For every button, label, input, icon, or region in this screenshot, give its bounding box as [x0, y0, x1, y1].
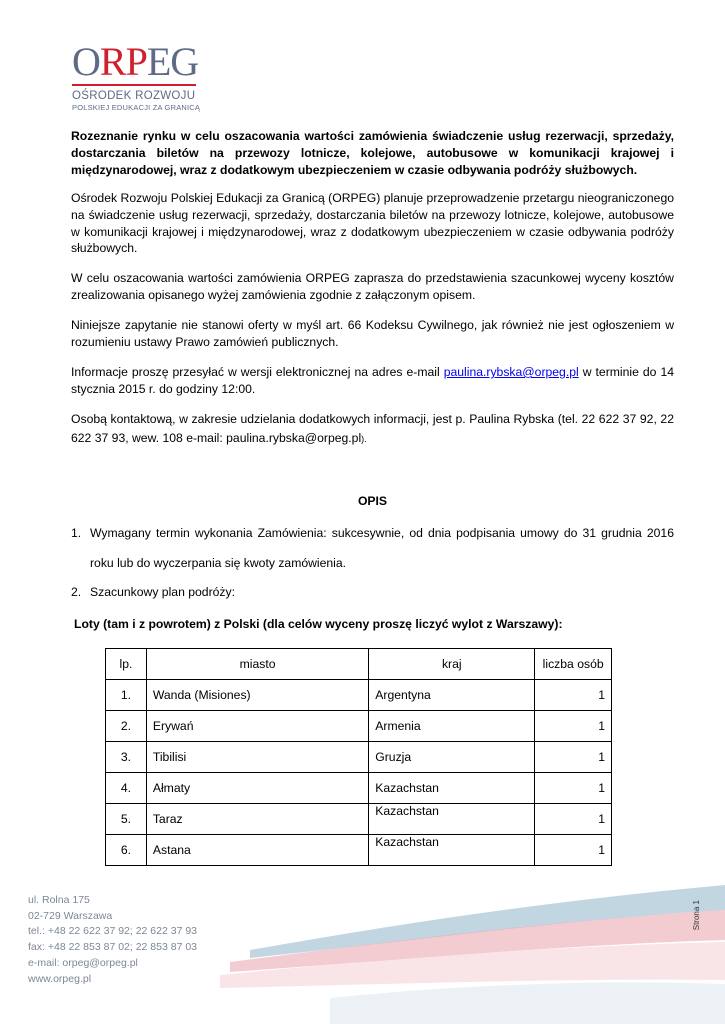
cell-persons: 1: [535, 742, 612, 773]
opis-item-2: 2. Szacunkowy plan podróży:: [71, 585, 235, 599]
cell-lp: 1.: [106, 680, 147, 711]
page-number-label: Strona 1: [692, 900, 701, 931]
flights-heading: Loty (tam i z powrotem) z Polski (dla celów wyceny proszę liczyć wylot z Warszawy):: [74, 617, 563, 631]
cell-lp: 4.: [106, 773, 147, 804]
header-city: miasto: [146, 649, 368, 680]
orpeg-logo: [72, 39, 212, 113]
cell-lp: 2.: [106, 711, 147, 742]
travel-plan-table: [105, 648, 612, 866]
cell-country: Kazachstan: [369, 835, 535, 866]
header-lp: lp.: [106, 649, 147, 680]
header-persons: liczba osób: [535, 649, 612, 680]
cell-persons: 1: [535, 680, 612, 711]
cell-city: Astana: [146, 835, 368, 866]
paragraph-disclaimer: Niniejsze zapytanie nie stanowi oferty w myśl art. 66 Kodeksu Cywilnego, jak również nie jest ogłoszeniem w rozumieniu ustawy Prawo zamówień publicznych.: [71, 318, 674, 349]
cell-country: Kazachstan: [369, 804, 535, 835]
paragraph-intro: Ośrodek Rozwoju Polskiej Edukacji za Granicą (ORPEG) planuje przeprowadzenie przetargu nieograniczonego na świadczenie usług rezerwacji, sprzedaży, dostarczania biletów na przewozy lotnicze, kolejowe, autobusowe w komunikacji krajowej i międzynarodowej, wraz z dodatkowym ubezpieczeniem w czasie odbywania podróży służbowych.: [71, 191, 674, 256]
cell-city: Taraz: [146, 804, 368, 835]
cell-city: Wanda (Misiones): [146, 680, 368, 711]
table-row: [106, 742, 612, 773]
document-heading: Rozeznanie rynku w celu oszacowania wartości zamówienia świadczenie usług rezerwacji, sprzedaży, dostarczania biletów na przewozy lotnicze, kolejowe, autobusowe w komunikacji krajowej i międzynarodowej, wraz z dodatkowym ubezpieczeniem w czasie odbywania podróży służbowych.: [71, 129, 674, 177]
cell-lp: 5.: [106, 804, 147, 835]
cell-persons: 1: [535, 804, 612, 835]
footer-email[interactable]: e-mail: orpeg@orpeg.pl: [28, 956, 138, 969]
paragraph-contact: Osobą kontaktową, w zakresie udzielania dodatkowych informacji, jest p. Paulina Rybska (tel. 22 622 37 92, 22 622 37 93, wew. 108 e-mail: paulina.rybska@orpeg.pl).: [71, 412, 674, 445]
wave-light-blue: [330, 983, 725, 1024]
footer-address-block: [28, 893, 197, 987]
cell-country: Gruzja: [369, 742, 535, 773]
cell-persons: 1: [535, 773, 612, 804]
footer-website[interactable]: www.orpeg.pl: [28, 972, 92, 985]
logo-wordmark: ORPEG: [72, 39, 199, 84]
cell-country: Kazachstan: [369, 773, 535, 804]
footer-postal: 02-729 Warszawa: [28, 909, 113, 922]
paragraph-submission: Informacje proszę przesyłać w wersji elektronicznej na adres e-mail paulina.rybska@orpeg.pl w terminie do 14 stycznia 2015 r. do godziny 12:00.: [71, 365, 674, 396]
opis-item-1: 1. Wymagany termin wykonania Zamówienia: sukcesywnie, od dnia podpisania umowy do 31 grudnia 2016 roku lub do wyczerpania się kwoty zamówienia.: [71, 526, 674, 570]
cell-lp: 3.: [106, 742, 147, 773]
table-row: [106, 680, 612, 711]
opis-title: OPIS: [357, 494, 388, 508]
table-row: [106, 835, 612, 866]
table-row: [106, 711, 612, 742]
cell-city: Ałmaty: [146, 773, 368, 804]
table-row: [106, 773, 612, 804]
cell-city: Tibilisi: [146, 742, 368, 773]
cell-city: Erywań: [146, 711, 368, 742]
logo-subtitle-2: POLSKIEJ EDUKACJI ZA GRANICĄ: [72, 103, 201, 112]
logo-divider: [72, 84, 196, 86]
paragraph-valuation: W celu oszacowania wartości zamówienia ORPEG zaprasza do przedstawienia szacunkowej wyceny kosztów zrealizowania opisanego wyżej zamówienia zgodnie z załączonym opisem.: [71, 271, 674, 302]
cell-lp: 6.: [106, 835, 147, 866]
table-row: [106, 804, 612, 835]
footer-fax: fax: +48 22 853 87 02; 22 853 87 03: [28, 941, 198, 954]
cell-persons: 1: [535, 835, 612, 866]
header-country: kraj: [369, 649, 535, 680]
footer-tel: tel.: +48 22 622 37 92; 22 622 37 93: [28, 925, 198, 938]
cell-persons: 1: [535, 711, 612, 742]
cell-country: Argentyna: [369, 680, 535, 711]
email-link[interactable]: paulina.rybska@orpeg.pl: [443, 365, 579, 379]
cell-country: Armenia: [369, 711, 535, 742]
logo-subtitle-1: OŚRODEK ROZWOJU: [72, 90, 196, 102]
footer-street: ul. Rolna 175: [28, 894, 90, 906]
table-header-row: [106, 649, 612, 680]
